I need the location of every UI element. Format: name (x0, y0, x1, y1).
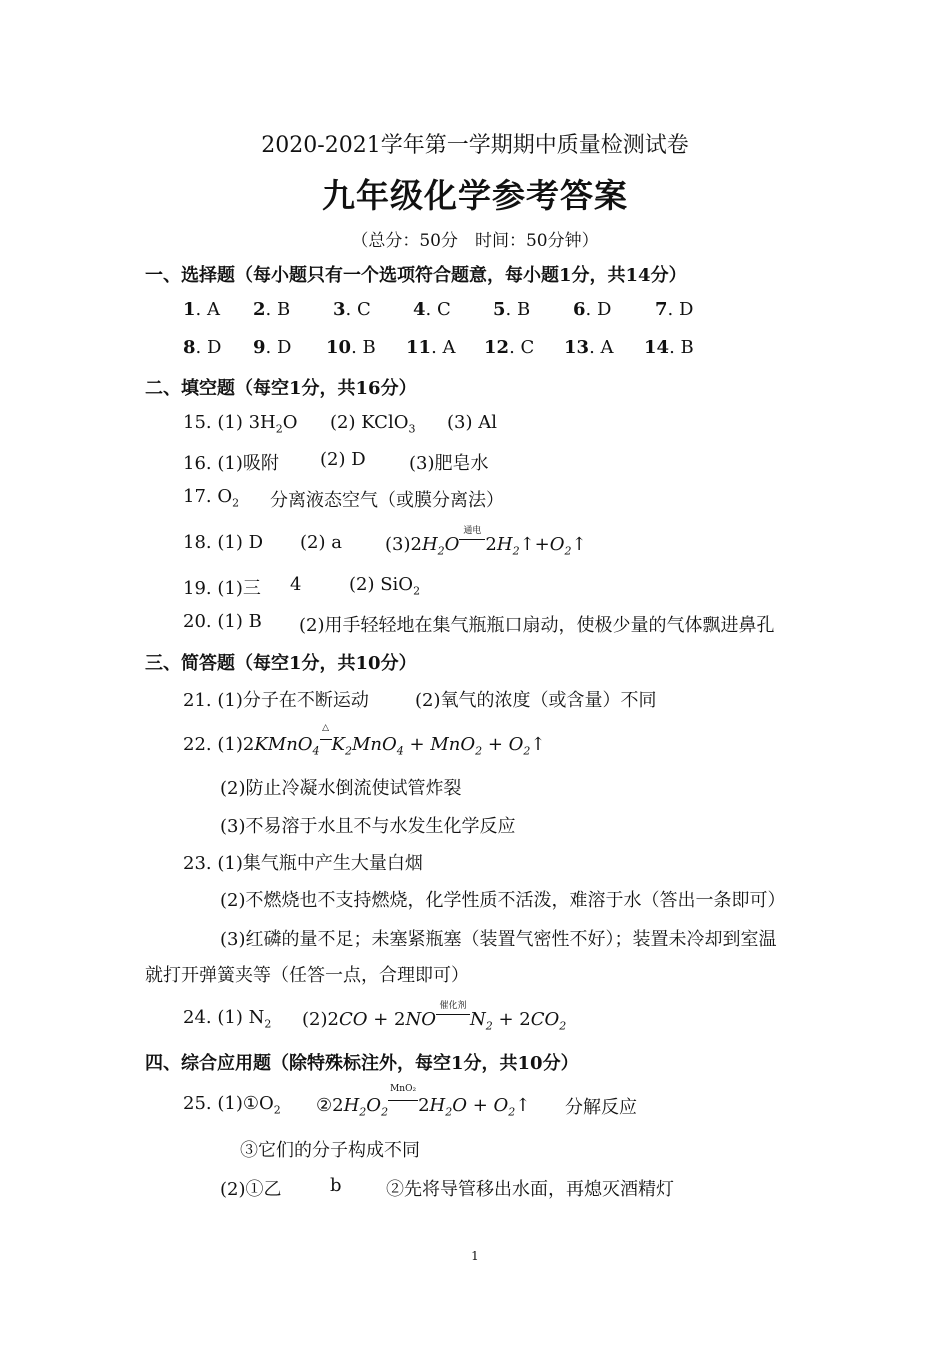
answer-17-1: 17. $O_2$ (183, 486, 240, 510)
answer-25-4: ③它们的分子构成不同 (240, 1140, 420, 1161)
answer-19-3: (2) SiO$_2$ (349, 574, 421, 598)
choice-answer: 11. A (406, 337, 456, 358)
answer-21-1: 21. (1)分子在不断运动 (183, 690, 369, 711)
choice-answer: 6. D (573, 299, 612, 320)
answer-22-3: (3)不易溶于水且不与水发生化学反应 (220, 816, 516, 837)
choice-answer: 12. C (484, 337, 535, 358)
answer-16-3: (3)肥皂水 (409, 453, 489, 474)
answer-25-6: b (330, 1175, 342, 1196)
answer-15-3: (3) Al (447, 412, 497, 433)
choice-answer: 7. D (655, 299, 694, 320)
answer-16-2: (2) D (320, 449, 366, 470)
answer-23-3: (3)红磷的量不足；未塞紧瓶塞（装置气密性不好）；装置未冷却到室温 (220, 929, 777, 950)
answer-20-1: 20. (1) B (183, 611, 262, 632)
answer-25-5: (2)①乙 (220, 1179, 282, 1200)
exam-title: 2020-2021学年第一学期期中质量检测试卷 (261, 133, 689, 158)
answer-23-3-cont: 就打开弹簧夹等（任答一点，合理即可） (145, 965, 469, 986)
choice-answer: 8. D (183, 337, 222, 358)
answer-17-2: 分离液态空气（或膜分离法） (270, 490, 504, 511)
page-title: 九年级化学参考答案 (322, 176, 628, 215)
answer-15-2: (2) KClO$_3$ (330, 412, 416, 436)
answer-24-1: 24. (1) $N_2$ (183, 1007, 272, 1031)
choice-answer: 5. B (493, 299, 531, 320)
answer-24-2: (2)2CO + 2NO 催化剂 $N_2 + 2CO_2$ (302, 1001, 567, 1033)
answer-19-1: 19. (1)三 (183, 578, 261, 599)
answer-23-1: 23. (1)集气瓶中产生大量白烟 (183, 853, 423, 874)
page-number: 1 (471, 1249, 479, 1263)
answer-25-3: 分解反应 (565, 1097, 637, 1118)
choice-answer: 10. B (326, 337, 376, 358)
answer-25-2: $②2H_2O_2$ MnO₂ $2H_2O$ + $O_2↑$ (316, 1084, 531, 1119)
choice-answer: 14. B (644, 337, 694, 358)
answer-18-1: 18. (1) D (183, 532, 263, 553)
choice-answer: 1. A (183, 299, 220, 320)
answer-18-3: $(3)2H_2O$ 通电 $2H_2↑+O_2↑$ (385, 526, 587, 558)
choice-answer: 13. A (564, 337, 614, 358)
choice-answer: 9. D (253, 337, 292, 358)
answer-23-2: (2)不燃烧也不支持燃烧，化学性质不活泼，难溶于水（答出一条即可） (220, 890, 786, 911)
answer-21-2: (2)氧气的浓度（或含量）不同 (415, 690, 657, 711)
answer-18-2: (2) a (300, 532, 342, 553)
answer-15-1: 15. (1) $3H_2O$ (183, 412, 298, 436)
answer-25-1: 25. $(1)①O_2$ (183, 1093, 281, 1117)
answer-19-2: 4 (290, 574, 302, 595)
section-heading-3: 三、简答题（每空1分，共10分） (145, 653, 417, 674)
answer-22-2: (2)防止冷凝水倒流使试管炸裂 (220, 778, 462, 799)
choice-answer: 3. C (333, 299, 371, 320)
choice-answer: 2. B (253, 299, 291, 320)
answer-25-7: ②先将导管移出水面，再熄灭酒精灯 (386, 1179, 674, 1200)
exam-meta: （总分：50分 时间：50分钟） (351, 231, 599, 251)
section-heading-1: 一、选择题（每小题只有一个选项符合题意，每小题1分，共14分） (145, 265, 687, 286)
answer-22-1: 22. (1)2KMnO$_4$ △ $K_2MnO_4 + MnO_2$ + $O_2↑$ (183, 723, 546, 758)
answer-20-2: (2)用手轻轻地在集气瓶瓶口扇动，使极少量的气体飘进鼻孔 (299, 615, 775, 636)
section-heading-2: 二、填空题（每空1分，共16分） (145, 378, 417, 399)
answer-16-1: 16. (1)吸附 (183, 453, 279, 474)
choice-answer: 4. C (413, 299, 451, 320)
section-heading-4: 四、综合应用题（除特殊标注外，每空1分，共10分） (145, 1053, 579, 1074)
